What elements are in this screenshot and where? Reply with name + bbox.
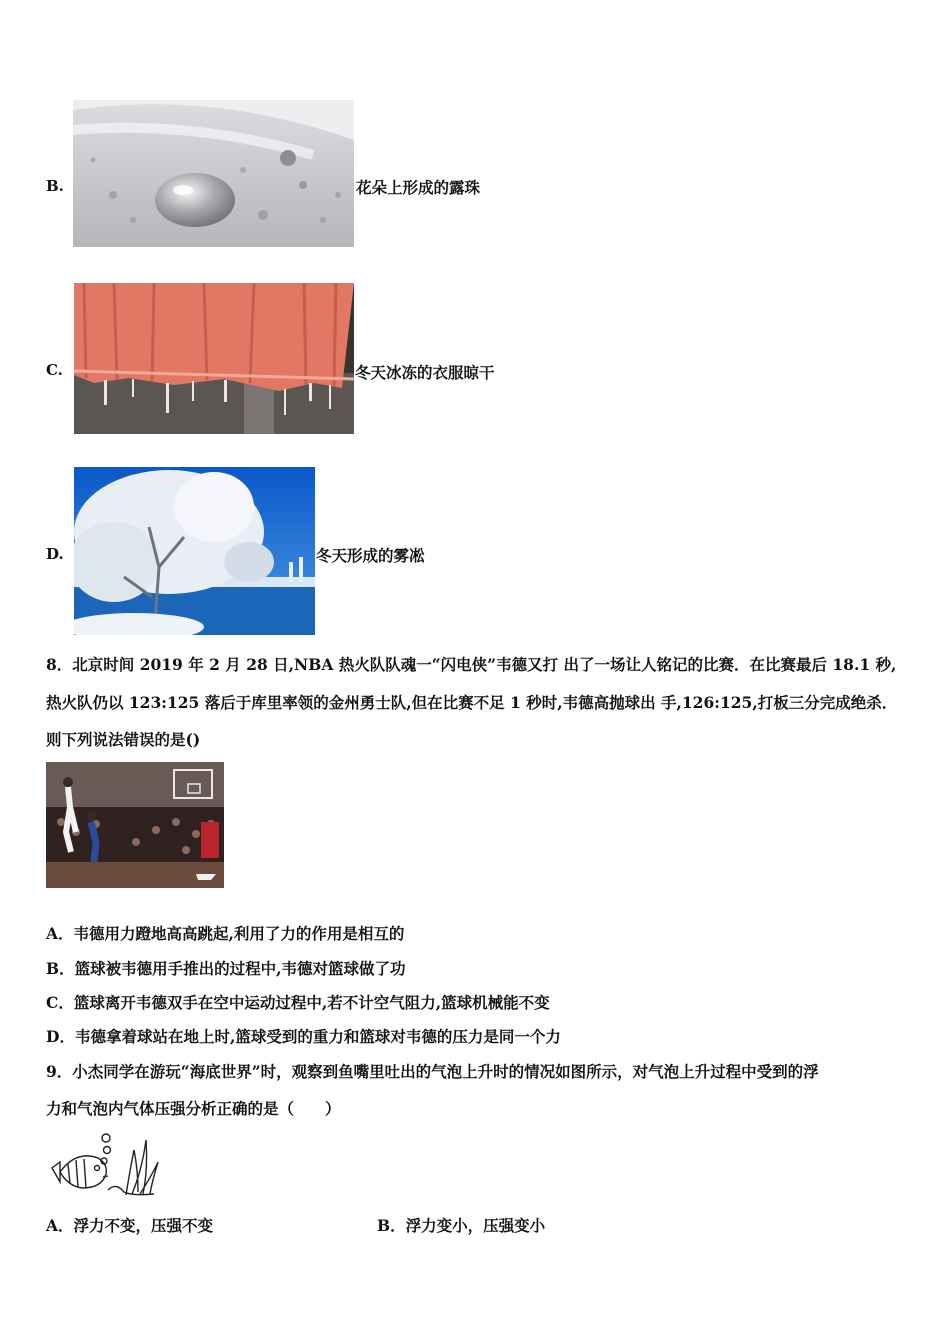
option-c-letter: C. <box>46 361 63 379</box>
rime-tree-photo <box>74 467 315 635</box>
question-9-choice-a: A．浮力不变，压强不变 <box>46 1216 214 1235</box>
option-b-caption: 花朵上形成的露珠 <box>356 178 481 197</box>
question-9-choice-b: B．浮力变小，压强变小 <box>377 1216 546 1235</box>
question-8-line-1: 8．北京时间 2019 年 2 月 28 日,NBA 热火队队魂一“闪电侠”韦德又打 出了一场让人铭记的比赛．在比赛最后 18.1 秒, <box>46 655 897 674</box>
option-d-letter: D. <box>46 545 64 563</box>
question-8-choice-b: B．篮球被韦德用手推出的过程中,韦德对篮球做了功 <box>46 959 406 978</box>
question-8-choice-a: A．韦德用力蹬地高高跳起,利用了力的作用是相互的 <box>46 924 405 943</box>
question-8-line-3: 则下列说法错误的是() <box>46 730 201 749</box>
option-b-letter: B. <box>46 177 64 195</box>
option-d-caption: 冬天形成的雾凇 <box>316 546 425 565</box>
question-9-line-1: 9．小杰同学在游玩“海底世界”时，观察到鱼嘴里吐出的气泡上升时的情况如图所示，对气泡上升过程中受到的浮 <box>46 1062 819 1081</box>
question-8-line-2: 热火队仍以 123:125 落后于库里率领的金州勇士队,但在比赛不足 1 秒时,韦德高抛球出 手,126:125,打板三分完成绝杀． <box>46 693 898 712</box>
dew-drop-photo <box>73 100 354 247</box>
question-9-line-2: 力和气泡内气体压强分析正确的是（ ） <box>46 1099 341 1118</box>
frozen-clothes-photo <box>74 283 354 434</box>
basketball-game-photo <box>46 762 224 888</box>
option-c-caption: 冬天冰冻的衣服晾干 <box>355 363 495 382</box>
question-8-choice-d: D．韦德拿着球站在地上时,篮球受到的重力和篮球对韦德的压力是同一个力 <box>46 1027 561 1046</box>
question-8-choice-c: C．篮球离开韦德双手在空中运动过程中,若不计空气阻力,篮球机械能不变 <box>46 993 550 1012</box>
fish-bubbles-drawing <box>46 1130 164 1200</box>
